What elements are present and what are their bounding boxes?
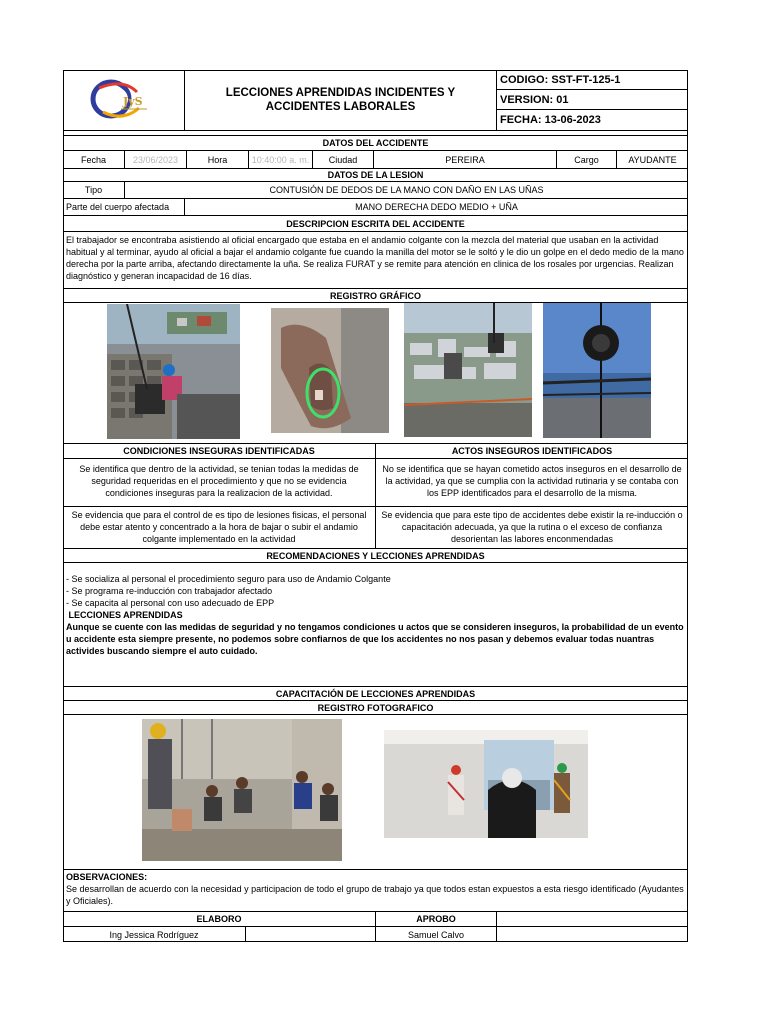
graphic-record-title: REGISTRO GRÁFICO: [329, 290, 421, 301]
document-meta: [497, 70, 688, 130]
document-header: [63, 70, 688, 130]
cargo-label: Cargo: [557, 151, 617, 168]
lesion-body-part-row: [63, 198, 688, 215]
document-code: CODIGO: SST-FT-125-1: [497, 70, 688, 90]
photo-record-title: REGISTRO FOTOGRAFICO: [317, 702, 434, 713]
acts-text-2: Se evidencia que para este tipo de accidentes debe existir la re-inducción o capacitación adecuada, ya que la rutina o el exceso de confianza desorientan las labores enconmendadas: [381, 510, 683, 544]
accident-section-header: [63, 135, 688, 150]
conditions-header-row: [63, 443, 688, 458]
scaffold-worker-photo: [107, 304, 240, 439]
document-version: VERSION: 01: [497, 90, 688, 110]
aprobo-name: Samuel Calvo: [376, 927, 497, 942]
hora-label: Hora: [187, 151, 249, 168]
document-date: FECHA: 13-06-2023: [500, 114, 601, 126]
hoist-motor-photo: [543, 303, 651, 438]
lessons-text: Aunque se cuente con las medidas de seguridad y no tengamos condiciones u actos que se consideren inseguros, la probabilidad de un evento u accidente esta siempre presente, no podemos sobre confiarnos de que los accidentes no nos pasan y debemos evaluar todas nuantras activides buscando siempre el auto cuidado.: [66, 622, 684, 656]
signatures-names-row: [63, 926, 688, 942]
company-logo: [63, 70, 185, 130]
document-title: LECCIONES APRENDIDAS INCIDENTES Y ACCIDENTES LABORALES: [185, 70, 497, 130]
lesion-type-row: [63, 181, 688, 198]
description-section-header: [63, 215, 688, 231]
acts-text-1: No se identifica que se hayan cometido actos inseguros en el desarrollo de la actividad, ya que se cumplia con la actividad rutinaria y se contaba con los EPP identificados para el desarrollo de la misma.: [382, 464, 682, 498]
unsafe-acts-title: ACTOS INSEGUROS IDENTIFICADOS: [451, 446, 613, 456]
training-harness-photo: [384, 730, 588, 838]
conditions-row-2: [63, 506, 688, 548]
hora-value: 10:40:00 a. m.: [249, 151, 313, 168]
recommendations-block: [63, 562, 688, 686]
ciudad-value: PEREIRA: [374, 151, 557, 168]
city-view-photo: [404, 303, 532, 437]
aprobo-signature: [497, 927, 688, 942]
accident-section-title: DATOS DEL ACCIDENTE: [322, 138, 429, 148]
lesion-section-title: DATOS DE LA LESION: [327, 170, 424, 180]
aprobo-label: APROBO: [376, 912, 497, 926]
recommendation-item: - Se capacita al personal con uso adecuado de EPP: [66, 598, 275, 608]
conditions-text-1: Se identifica que dentro de la actividad, se tenian todas la medidas de seguridad requeridas en el procedimiento y que no se evidencia condiciones inseguras para la realizacion de la actividad.: [63, 459, 376, 506]
elaboro-signature: [246, 927, 376, 942]
elaboro-label: ELABORO: [63, 912, 376, 926]
training-header: [63, 686, 688, 700]
graphic-record-header: [63, 288, 688, 302]
description-text: El trabajador se encontraba asistiendo al oficial encargado que estaba en el andamio colgante con la mezcla del material que usaban en la actividad habitual y al terminar, ayudo al oficial a bajar el andamio colgante fue cuando la manilla del motor se le soltó y le dio un golpe en el dedo medio de la mano derecha por la parte arriba, afectando directamente la uña. Se realiza FURAT y se remite para atención en clinica de los rosales por urgencias. Realizan diagnóstico y generan incapacidad de 16 días.: [66, 235, 684, 281]
recommendations-header: [63, 548, 688, 562]
elaboro-name: Ing Jessica Rodríguez: [63, 927, 246, 942]
fecha-value: 23/06/2023: [125, 151, 187, 168]
tipo-value: CONTUSIÓN DE DEDOS DE LA MANO CON DAÑO EN LAS UÑAS: [269, 185, 544, 195]
tipo-label: Tipo: [63, 182, 125, 198]
accident-data-row: [63, 150, 688, 168]
parte-value: MANO DERECHA DEDO MEDIO + UÑA: [355, 202, 518, 212]
logo-text: JyS: [123, 95, 143, 108]
conditions-text-2: Se evidencia que para el control de es tipo de lesiones fisicas, el personal debe estar atento y concentrado a la hora de bajar o subir el andamio colgante implementado en la actividad: [63, 507, 376, 548]
training-title: CAPACITACIÓN DE LECCIONES APRENDIDAS: [275, 688, 476, 699]
recommendations-title: RECOMENDACIONES Y LECCIONES APRENDIDAS: [266, 550, 485, 561]
observations-title: OBSERVACIONES:: [66, 872, 148, 882]
recommendation-item: - Se socializa al personal el procedimiento seguro para uso de Andamio Colgante: [66, 574, 391, 584]
conditions-row-1: [63, 458, 688, 506]
lesion-section-header: [63, 168, 688, 181]
cargo-value: AYUDANTE: [628, 154, 677, 165]
signatures-header-row: [63, 911, 688, 926]
observations-block: [63, 869, 688, 911]
description-section-title: DESCRIPCION ESCRITA DEL ACCIDENTE: [286, 218, 465, 229]
unsafe-conditions-title: CONDICIONES INSEGURAS IDENTIFICADAS: [63, 444, 376, 458]
ciudad-label: Ciudad: [313, 151, 374, 168]
aprobo-label-extra: [497, 912, 688, 926]
parte-label: Parte del cuerpo afectada: [63, 199, 185, 215]
description-block: [63, 231, 688, 288]
observations-text: Se desarrollan de acuerdo con la necesidad y participacion de todo el grupo de trabajo ya que todos estan expuestos a esta riesgo identificado (Ayudantes y Oficiales).: [66, 884, 684, 906]
injured-hand-photo: [271, 308, 389, 433]
lessons-title: LECCIONES APRENDIDAS: [66, 610, 183, 620]
photo-record-header: [63, 700, 688, 714]
recommendation-item: - Se programa re-inducción con trabajador afectado: [66, 586, 273, 596]
training-group-photo: [142, 719, 342, 861]
fecha-label: Fecha: [63, 151, 125, 168]
